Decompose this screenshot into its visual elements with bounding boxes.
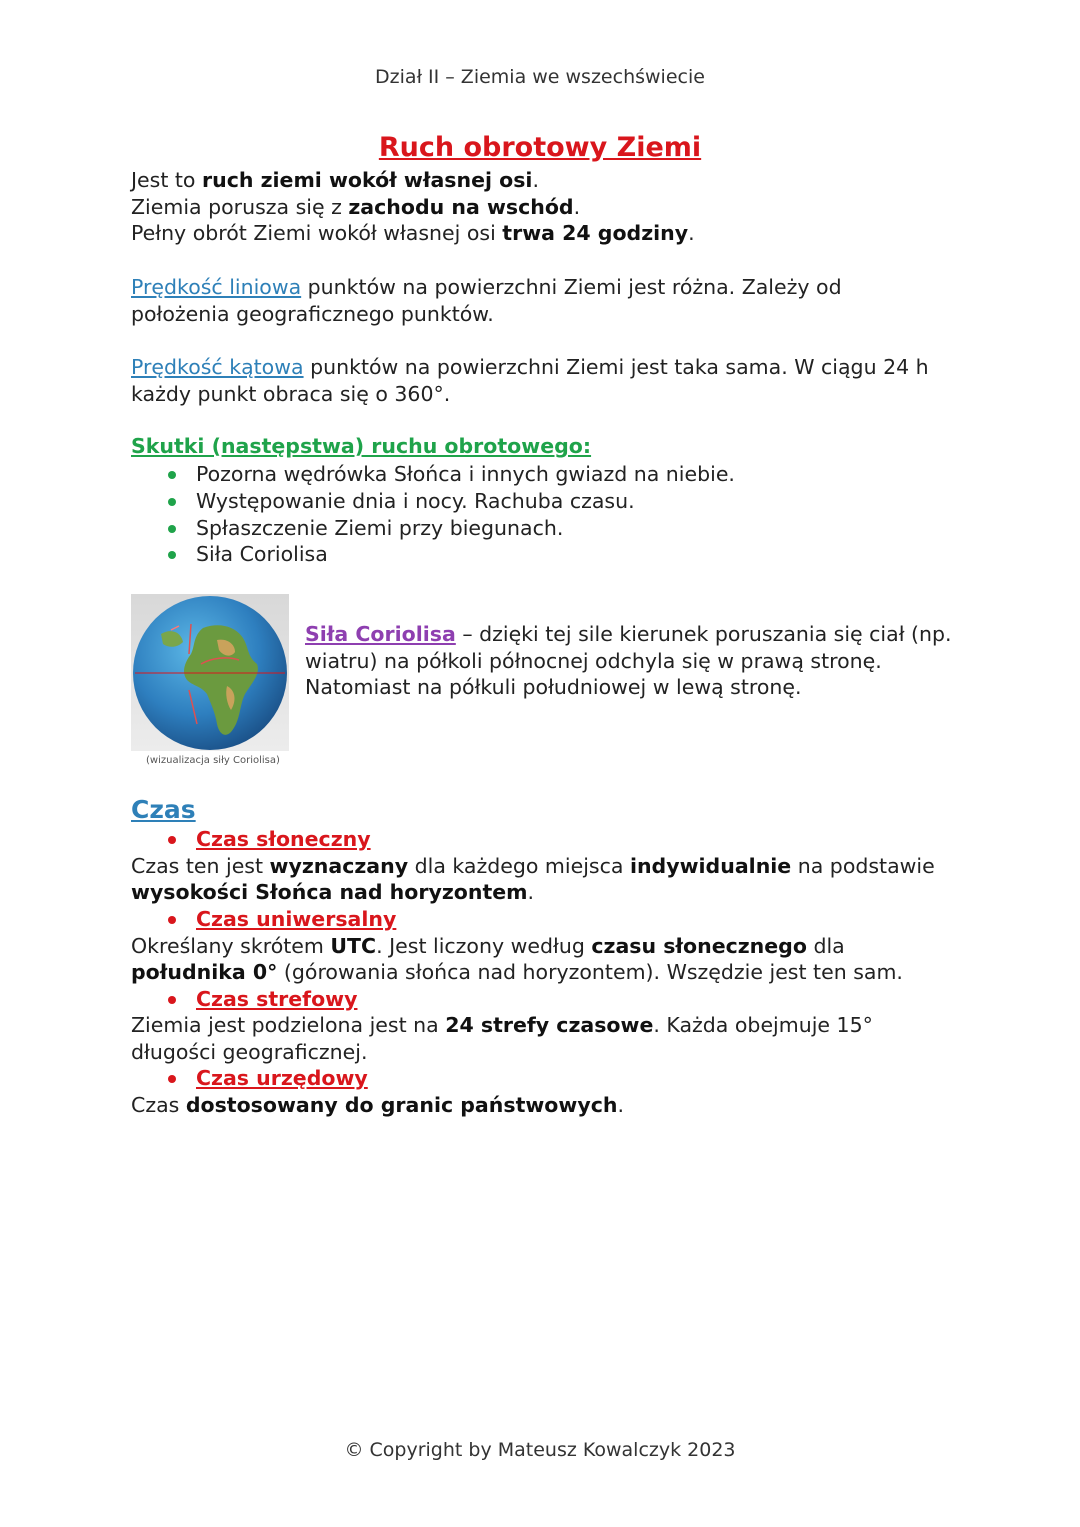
list-item: [131, 826, 961, 853]
coriolis-paragraph: Siła Coriolisa – dzięki tej sile kierunek poruszania się ciał (np. wiatru) na półkoli północnej odchyla się w prawą stronę. Natomiast na półkuli południowej w lewą stronę.: [305, 622, 952, 699]
czas-section: [131, 826, 961, 1119]
list-item: Pozorna wędrówka Słońca i innych gwiazd na niebie.: [131, 461, 931, 488]
globe-icon: [131, 594, 289, 751]
universal-time-text: Określany skrótem UTC. Jest liczony według czasu słonecznego dla południka 0° (górowania słońca nad horyzontem). Wszędzie jest ten sam.: [131, 933, 903, 985]
page-title: Ruch obrotowy Ziemi: [378, 132, 702, 163]
angular-velocity-link[interactable]: Prędkość kątowa: [131, 355, 304, 379]
solar-time-title: Czas słoneczny: [196, 827, 371, 851]
page-header: Dział II – Ziemia we wszechświecie: [375, 66, 705, 88]
figure-caption: (wizualizacja siły Coriolisa): [146, 755, 280, 766]
page-footer: © Copyright by Mateusz Kowalczyk 2023: [344, 1439, 736, 1461]
czas-heading: Czas: [131, 795, 196, 824]
linear-velocity-paragraph: Prędkość liniowa punktów na powierzchni Ziemi jest różna. Zależy od położenia geograficznego punktów.: [131, 275, 842, 326]
zone-time-text: Ziemia jest podzielona jest na 24 strefy czasowe. Każda obejmuje 15° długości geograficznej.: [131, 1013, 873, 1064]
angular-velocity-paragraph: Prędkość kątowa punktów na powierzchni Ziemi jest taka sama. W ciągu 24 h każdy punkt obraca się o 360°.: [131, 355, 929, 406]
intro-paragraph: Jest to ruch ziemi wokół własnej osi. Ziemia porusza się z zachodu na wschód. Pełny obrót Ziemi wokół własnej osi trwa 24 godziny.: [131, 168, 695, 245]
official-time-title: Czas urzędowy: [196, 1066, 368, 1091]
list-item: Występowanie dnia i nocy. Rachuba czasu.: [131, 488, 931, 515]
zone-time-title: Czas strefowy: [196, 986, 358, 1011]
list-item: Siła Coriolisa: [131, 541, 931, 568]
list-item: Spłaszczenie Ziemi przy biegunach.: [131, 515, 931, 542]
official-time-text: Czas dostosowany do granic państwowych.: [131, 1093, 624, 1118]
effects-list: [131, 461, 931, 568]
linear-velocity-link[interactable]: Prędkość liniowa: [131, 275, 302, 299]
coriolis-globe-image: [131, 594, 289, 751]
list-item: [131, 986, 961, 1013]
universal-time-title: Czas uniwersalny: [196, 906, 397, 931]
list-item: [131, 906, 961, 933]
coriolis-term[interactable]: Siła Coriolisa: [305, 622, 456, 646]
solar-time-text: Czas ten jest wyznaczany dla każdego miejsca indywidualnie na podstawie wysokości Słońca nad horyzontem.: [131, 853, 935, 905]
effects-heading: Skutki (następstwa) ruchu obrotowego:: [131, 434, 592, 458]
list-item: [131, 1065, 961, 1092]
